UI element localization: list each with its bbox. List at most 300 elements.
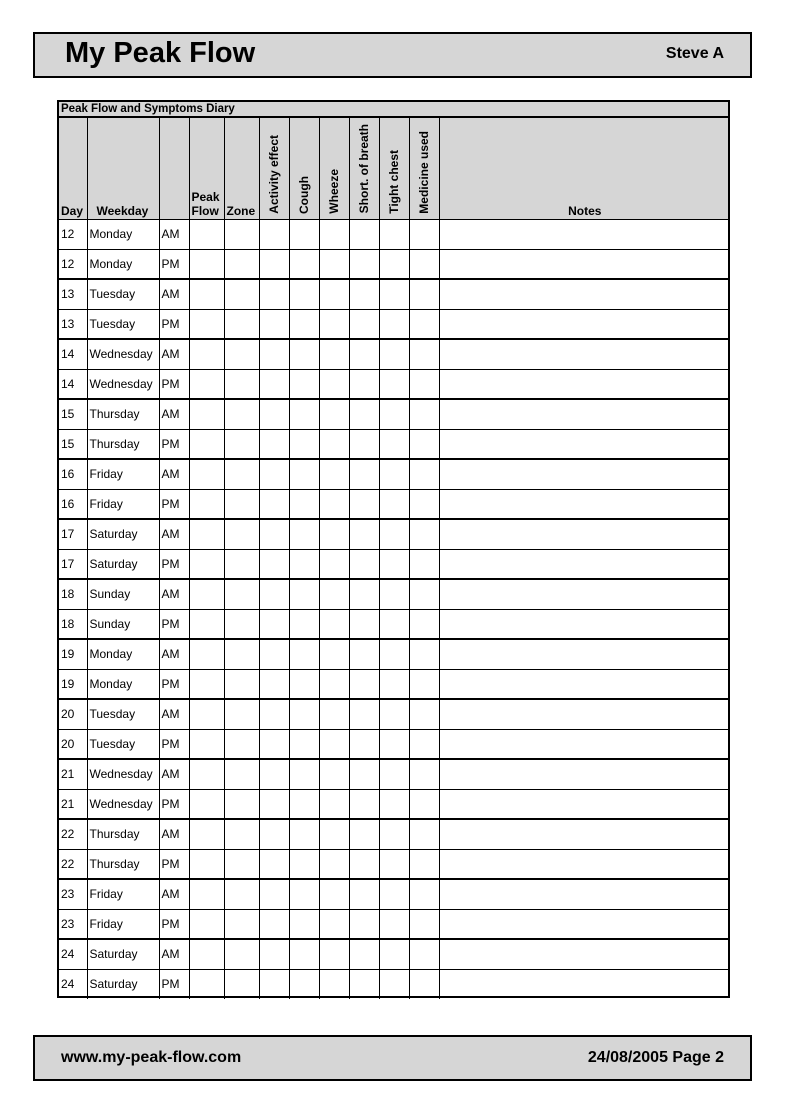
cell-medicine-used[interactable] <box>409 969 439 999</box>
cell-peak-flow[interactable] <box>189 969 224 999</box>
cell-notes[interactable] <box>439 969 728 999</box>
cell-activity-effect[interactable] <box>259 219 289 249</box>
cell-day: 22 <box>59 819 87 849</box>
cell-medicine-used[interactable] <box>409 369 439 399</box>
cell-notes[interactable] <box>439 219 728 249</box>
cell-medicine-used[interactable] <box>409 939 439 969</box>
cell-wheeze[interactable] <box>319 789 349 819</box>
cell-short-of-breath[interactable] <box>349 309 379 339</box>
cell-tight-chest[interactable] <box>379 789 409 819</box>
cell-period: AM <box>159 219 189 249</box>
cell-wheeze[interactable] <box>319 489 349 519</box>
cell-peak-flow[interactable] <box>189 489 224 519</box>
cell-short-of-breath[interactable] <box>349 339 379 369</box>
cell-tight-chest[interactable] <box>379 759 409 789</box>
cell-medicine-used[interactable] <box>409 759 439 789</box>
cell-notes[interactable] <box>439 459 728 489</box>
cell-tight-chest[interactable] <box>379 279 409 309</box>
cell-day: 17 <box>59 549 87 579</box>
cell-peak-flow[interactable] <box>189 519 224 549</box>
cell-notes[interactable] <box>439 699 728 729</box>
cell-peak-flow[interactable] <box>189 219 224 249</box>
cell-notes[interactable] <box>439 429 728 459</box>
cell-medicine-used[interactable] <box>409 279 439 309</box>
cell-period: AM <box>159 819 189 849</box>
cell-zone[interactable] <box>224 909 259 939</box>
cell-medicine-used[interactable] <box>409 639 439 669</box>
table-row <box>59 279 728 309</box>
cell-cough[interactable] <box>289 819 319 849</box>
cell-tight-chest[interactable] <box>379 339 409 369</box>
cell-cough[interactable] <box>289 699 319 729</box>
cell-medicine-used[interactable] <box>409 579 439 609</box>
cell-tight-chest[interactable] <box>379 219 409 249</box>
cell-day: 24 <box>59 969 87 999</box>
cell-peak-flow[interactable] <box>189 789 224 819</box>
table-row <box>59 339 728 369</box>
cell-short-of-breath[interactable] <box>349 969 379 999</box>
col-cough <box>289 118 319 219</box>
cell-peak-flow[interactable] <box>189 669 224 699</box>
cell-wheeze[interactable] <box>319 279 349 309</box>
cell-medicine-used[interactable] <box>409 429 439 459</box>
cell-wheeze[interactable] <box>319 369 349 399</box>
cell-medicine-used[interactable] <box>409 699 439 729</box>
cell-activity-effect[interactable] <box>259 669 289 699</box>
table-row <box>59 669 728 699</box>
cell-peak-flow[interactable] <box>189 249 224 279</box>
cell-tight-chest[interactable] <box>379 609 409 639</box>
cell-activity-effect[interactable] <box>259 489 289 519</box>
cell-wheeze[interactable] <box>319 549 349 579</box>
cell-weekday: Monday <box>87 669 159 699</box>
cell-tight-chest[interactable] <box>379 909 409 939</box>
cell-notes[interactable] <box>439 339 728 369</box>
cell-wheeze[interactable] <box>319 219 349 249</box>
cell-notes[interactable] <box>439 759 728 789</box>
cell-activity-effect[interactable] <box>259 729 289 759</box>
cell-medicine-used[interactable] <box>409 879 439 909</box>
cell-day: 24 <box>59 939 87 969</box>
cell-tight-chest[interactable] <box>379 879 409 909</box>
table-row <box>59 249 728 279</box>
cell-cough[interactable] <box>289 369 319 399</box>
cell-day: 23 <box>59 909 87 939</box>
cell-tight-chest[interactable] <box>379 639 409 669</box>
cell-activity-effect[interactable] <box>259 279 289 309</box>
cell-notes[interactable] <box>439 519 728 549</box>
cell-wheeze[interactable] <box>319 519 349 549</box>
cell-medicine-used[interactable] <box>409 249 439 279</box>
cell-cough[interactable] <box>289 429 319 459</box>
table-row <box>59 369 728 399</box>
cell-cough[interactable] <box>289 309 319 339</box>
cell-notes[interactable] <box>439 669 728 699</box>
cell-wheeze[interactable] <box>319 459 349 489</box>
cell-short-of-breath[interactable] <box>349 219 379 249</box>
cell-tight-chest[interactable] <box>379 309 409 339</box>
cell-short-of-breath[interactable] <box>349 819 379 849</box>
cell-wheeze[interactable] <box>319 339 349 369</box>
cell-peak-flow[interactable] <box>189 459 224 489</box>
table-row <box>59 579 728 609</box>
cell-peak-flow[interactable] <box>189 909 224 939</box>
cell-day: 21 <box>59 789 87 819</box>
cell-short-of-breath[interactable] <box>349 759 379 789</box>
cell-medicine-used[interactable] <box>409 609 439 639</box>
cell-period: AM <box>159 279 189 309</box>
cell-wheeze[interactable] <box>319 309 349 339</box>
cell-activity-effect[interactable] <box>259 249 289 279</box>
cell-cough[interactable] <box>289 789 319 819</box>
cell-weekday: Wednesday <box>87 759 159 789</box>
cell-tight-chest[interactable] <box>379 939 409 969</box>
cell-peak-flow[interactable] <box>189 579 224 609</box>
cell-weekday: Sunday <box>87 609 159 639</box>
col-medicine-label: Medicine used <box>417 130 431 214</box>
cell-weekday: Tuesday <box>87 729 159 759</box>
col-zone: Zone <box>224 118 259 219</box>
cell-weekday: Saturday <box>87 549 159 579</box>
cell-short-of-breath[interactable] <box>349 519 379 549</box>
col-short-of-breath <box>349 118 379 219</box>
cell-zone[interactable] <box>224 489 259 519</box>
col-chest-label: Tight chest <box>387 149 401 214</box>
cell-short-of-breath[interactable] <box>349 429 379 459</box>
cell-weekday: Saturday <box>87 519 159 549</box>
cell-zone[interactable] <box>224 609 259 639</box>
cell-zone[interactable] <box>224 579 259 609</box>
cell-notes[interactable] <box>439 279 728 309</box>
cell-period: PM <box>159 669 189 699</box>
cell-zone[interactable] <box>224 759 259 789</box>
cell-period: AM <box>159 939 189 969</box>
cell-medicine-used[interactable] <box>409 789 439 819</box>
cell-medicine-used[interactable] <box>409 819 439 849</box>
cell-medicine-used[interactable] <box>409 909 439 939</box>
cell-medicine-used[interactable] <box>409 309 439 339</box>
cell-activity-effect[interactable] <box>259 459 289 489</box>
cell-day: 23 <box>59 879 87 909</box>
cell-tight-chest[interactable] <box>379 369 409 399</box>
cell-activity-effect[interactable] <box>259 969 289 999</box>
cell-notes[interactable] <box>439 879 728 909</box>
cell-medicine-used[interactable] <box>409 489 439 519</box>
cell-activity-effect[interactable] <box>259 849 289 879</box>
cell-notes[interactable] <box>439 849 728 879</box>
cell-short-of-breath[interactable] <box>349 609 379 639</box>
cell-tight-chest[interactable] <box>379 579 409 609</box>
cell-wheeze[interactable] <box>319 819 349 849</box>
cell-peak-flow[interactable] <box>189 399 224 429</box>
cell-medicine-used[interactable] <box>409 519 439 549</box>
cell-short-of-breath[interactable] <box>349 879 379 909</box>
col-peak-label-2: Flow <box>191 203 219 218</box>
cell-medicine-used[interactable] <box>409 849 439 879</box>
cell-wheeze[interactable] <box>319 939 349 969</box>
cell-period: PM <box>159 969 189 999</box>
cell-weekday: Monday <box>87 249 159 279</box>
cell-zone[interactable] <box>224 519 259 549</box>
cell-activity-effect[interactable] <box>259 879 289 909</box>
cell-tight-chest[interactable] <box>379 399 409 429</box>
cell-peak-flow[interactable] <box>189 819 224 849</box>
cell-zone[interactable] <box>224 879 259 909</box>
cell-day: 20 <box>59 699 87 729</box>
table-row <box>59 849 728 879</box>
cell-zone[interactable] <box>224 789 259 819</box>
table-row <box>59 729 728 759</box>
cell-zone[interactable] <box>224 459 259 489</box>
date-page-number: 24/08/2005 Page 2 <box>587 1049 724 1066</box>
cell-activity-effect[interactable] <box>259 699 289 729</box>
cell-zone[interactable] <box>224 699 259 729</box>
cell-cough[interactable] <box>289 489 319 519</box>
cell-wheeze[interactable] <box>319 399 349 429</box>
cell-notes[interactable] <box>439 939 728 969</box>
cell-short-of-breath[interactable] <box>349 579 379 609</box>
cell-medicine-used[interactable] <box>409 549 439 579</box>
cell-peak-flow[interactable] <box>189 729 224 759</box>
cell-cough[interactable] <box>289 339 319 369</box>
cell-period: AM <box>159 879 189 909</box>
cell-wheeze[interactable] <box>319 699 349 729</box>
cell-cough[interactable] <box>289 579 319 609</box>
cell-day: 12 <box>59 249 87 279</box>
cell-zone[interactable] <box>224 669 259 699</box>
cell-cough[interactable] <box>289 639 319 669</box>
cell-zone[interactable] <box>224 429 259 459</box>
cell-wheeze[interactable] <box>319 609 349 639</box>
page-title: My Peak Flow <box>65 37 256 69</box>
cell-activity-effect[interactable] <box>259 819 289 849</box>
cell-activity-effect[interactable] <box>259 579 289 609</box>
cell-notes[interactable] <box>439 909 728 939</box>
cell-cough[interactable] <box>289 219 319 249</box>
cell-tight-chest[interactable] <box>379 819 409 849</box>
cell-short-of-breath[interactable] <box>349 399 379 429</box>
cell-weekday: Tuesday <box>87 309 159 339</box>
cell-notes[interactable] <box>439 549 728 579</box>
cell-short-of-breath[interactable] <box>349 279 379 309</box>
cell-tight-chest[interactable] <box>379 669 409 699</box>
cell-cough[interactable] <box>289 459 319 489</box>
cell-short-of-breath[interactable] <box>349 939 379 969</box>
cell-wheeze[interactable] <box>319 729 349 759</box>
cell-peak-flow[interactable] <box>189 339 224 369</box>
cell-zone[interactable] <box>224 819 259 849</box>
cell-cough[interactable] <box>289 549 319 579</box>
cell-peak-flow[interactable] <box>189 639 224 669</box>
cell-short-of-breath[interactable] <box>349 459 379 489</box>
cell-peak-flow[interactable] <box>189 609 224 639</box>
cell-notes[interactable] <box>439 489 728 519</box>
cell-tight-chest[interactable] <box>379 549 409 579</box>
cell-activity-effect[interactable] <box>259 429 289 459</box>
cell-peak-flow[interactable] <box>189 309 224 339</box>
cell-wheeze[interactable] <box>319 669 349 699</box>
cell-cough[interactable] <box>289 609 319 639</box>
cell-period: PM <box>159 429 189 459</box>
cell-activity-effect[interactable] <box>259 939 289 969</box>
cell-cough[interactable] <box>289 669 319 699</box>
cell-tight-chest[interactable] <box>379 429 409 459</box>
cell-tight-chest[interactable] <box>379 699 409 729</box>
cell-cough[interactable] <box>289 909 319 939</box>
cell-medicine-used[interactable] <box>409 669 439 699</box>
col-activity-effect <box>259 118 289 219</box>
cell-activity-effect[interactable] <box>259 399 289 429</box>
cell-tight-chest[interactable] <box>379 729 409 759</box>
cell-notes[interactable] <box>439 639 728 669</box>
cell-activity-effect[interactable] <box>259 339 289 369</box>
table-row <box>59 609 728 639</box>
cell-activity-effect[interactable] <box>259 549 289 579</box>
cell-cough[interactable] <box>289 939 319 969</box>
cell-wheeze[interactable] <box>319 909 349 939</box>
cell-short-of-breath[interactable] <box>349 549 379 579</box>
cell-peak-flow[interactable] <box>189 699 224 729</box>
cell-medicine-used[interactable] <box>409 729 439 759</box>
cell-peak-flow[interactable] <box>189 759 224 789</box>
cell-activity-effect[interactable] <box>259 609 289 639</box>
table-row <box>59 819 728 849</box>
cell-weekday: Wednesday <box>87 369 159 399</box>
cell-peak-flow[interactable] <box>189 279 224 309</box>
cell-wheeze[interactable] <box>319 579 349 609</box>
cell-tight-chest[interactable] <box>379 849 409 879</box>
cell-cough[interactable] <box>289 519 319 549</box>
cell-zone[interactable] <box>224 369 259 399</box>
cell-activity-effect[interactable] <box>259 639 289 669</box>
cell-medicine-used[interactable] <box>409 219 439 249</box>
cell-activity-effect[interactable] <box>259 759 289 789</box>
cell-period: PM <box>159 609 189 639</box>
cell-cough[interactable] <box>289 729 319 759</box>
diary-table <box>59 118 728 999</box>
cell-short-of-breath[interactable] <box>349 669 379 699</box>
cell-wheeze[interactable] <box>319 639 349 669</box>
cell-tight-chest[interactable] <box>379 489 409 519</box>
cell-short-of-breath[interactable] <box>349 369 379 399</box>
cell-tight-chest[interactable] <box>379 459 409 489</box>
cell-wheeze[interactable] <box>319 429 349 459</box>
cell-weekday: Sunday <box>87 579 159 609</box>
cell-zone[interactable] <box>224 249 259 279</box>
cell-period: PM <box>159 309 189 339</box>
cell-zone[interactable] <box>224 939 259 969</box>
cell-zone[interactable] <box>224 969 259 999</box>
cell-weekday: Thursday <box>87 399 159 429</box>
cell-period: AM <box>159 639 189 669</box>
cell-cough[interactable] <box>289 279 319 309</box>
col-medicine-used <box>409 118 439 219</box>
cell-notes[interactable] <box>439 819 728 849</box>
cell-notes[interactable] <box>439 789 728 819</box>
cell-wheeze[interactable] <box>319 849 349 879</box>
cell-zone[interactable] <box>224 639 259 669</box>
cell-wheeze[interactable] <box>319 759 349 789</box>
cell-activity-effect[interactable] <box>259 789 289 819</box>
cell-tight-chest[interactable] <box>379 249 409 279</box>
cell-zone[interactable] <box>224 849 259 879</box>
cell-day: 16 <box>59 459 87 489</box>
cell-wheeze[interactable] <box>319 249 349 279</box>
cell-medicine-used[interactable] <box>409 399 439 429</box>
cell-period: AM <box>159 459 189 489</box>
cell-day: 13 <box>59 279 87 309</box>
cell-period: PM <box>159 489 189 519</box>
cell-wheeze[interactable] <box>319 879 349 909</box>
cell-weekday: Wednesday <box>87 339 159 369</box>
cell-cough[interactable] <box>289 759 319 789</box>
cell-notes[interactable] <box>439 309 728 339</box>
cell-medicine-used[interactable] <box>409 339 439 369</box>
cell-short-of-breath[interactable] <box>349 639 379 669</box>
cell-short-of-breath[interactable] <box>349 849 379 879</box>
cell-day: 18 <box>59 579 87 609</box>
cell-notes[interactable] <box>439 579 728 609</box>
cell-peak-flow[interactable] <box>189 549 224 579</box>
cell-peak-flow[interactable] <box>189 369 224 399</box>
cell-zone[interactable] <box>224 309 259 339</box>
cell-short-of-breath[interactable] <box>349 789 379 819</box>
cell-activity-effect[interactable] <box>259 309 289 339</box>
cell-cough[interactable] <box>289 849 319 879</box>
cell-notes[interactable] <box>439 369 728 399</box>
cell-peak-flow[interactable] <box>189 849 224 879</box>
col-weekday-label: Weekday <box>96 203 149 218</box>
cell-zone[interactable] <box>224 339 259 369</box>
cell-notes[interactable] <box>439 399 728 429</box>
cell-short-of-breath[interactable] <box>349 909 379 939</box>
cell-activity-effect[interactable] <box>259 369 289 399</box>
cell-zone[interactable] <box>224 219 259 249</box>
cell-period: AM <box>159 699 189 729</box>
cell-short-of-breath[interactable] <box>349 489 379 519</box>
cell-short-of-breath[interactable] <box>349 699 379 729</box>
cell-zone[interactable] <box>224 399 259 429</box>
cell-activity-effect[interactable] <box>259 519 289 549</box>
table-row <box>59 969 728 999</box>
cell-peak-flow[interactable] <box>189 939 224 969</box>
cell-short-of-breath[interactable] <box>349 249 379 279</box>
cell-medicine-used[interactable] <box>409 459 439 489</box>
cell-zone[interactable] <box>224 729 259 759</box>
cell-wheeze[interactable] <box>319 969 349 999</box>
cell-peak-flow[interactable] <box>189 879 224 909</box>
table-row <box>59 879 728 909</box>
cell-notes[interactable] <box>439 249 728 279</box>
cell-period: AM <box>159 519 189 549</box>
cell-activity-effect[interactable] <box>259 909 289 939</box>
cell-tight-chest[interactable] <box>379 969 409 999</box>
cell-period: PM <box>159 789 189 819</box>
cell-cough[interactable] <box>289 969 319 999</box>
cell-cough[interactable] <box>289 249 319 279</box>
cell-notes[interactable] <box>439 609 728 639</box>
cell-short-of-breath[interactable] <box>349 729 379 759</box>
cell-period: AM <box>159 339 189 369</box>
cell-zone[interactable] <box>224 549 259 579</box>
cell-tight-chest[interactable] <box>379 519 409 549</box>
cell-peak-flow[interactable] <box>189 429 224 459</box>
col-ampm <box>159 118 189 219</box>
cell-cough[interactable] <box>289 879 319 909</box>
cell-cough[interactable] <box>289 399 319 429</box>
cell-zone[interactable] <box>224 279 259 309</box>
cell-notes[interactable] <box>439 729 728 759</box>
